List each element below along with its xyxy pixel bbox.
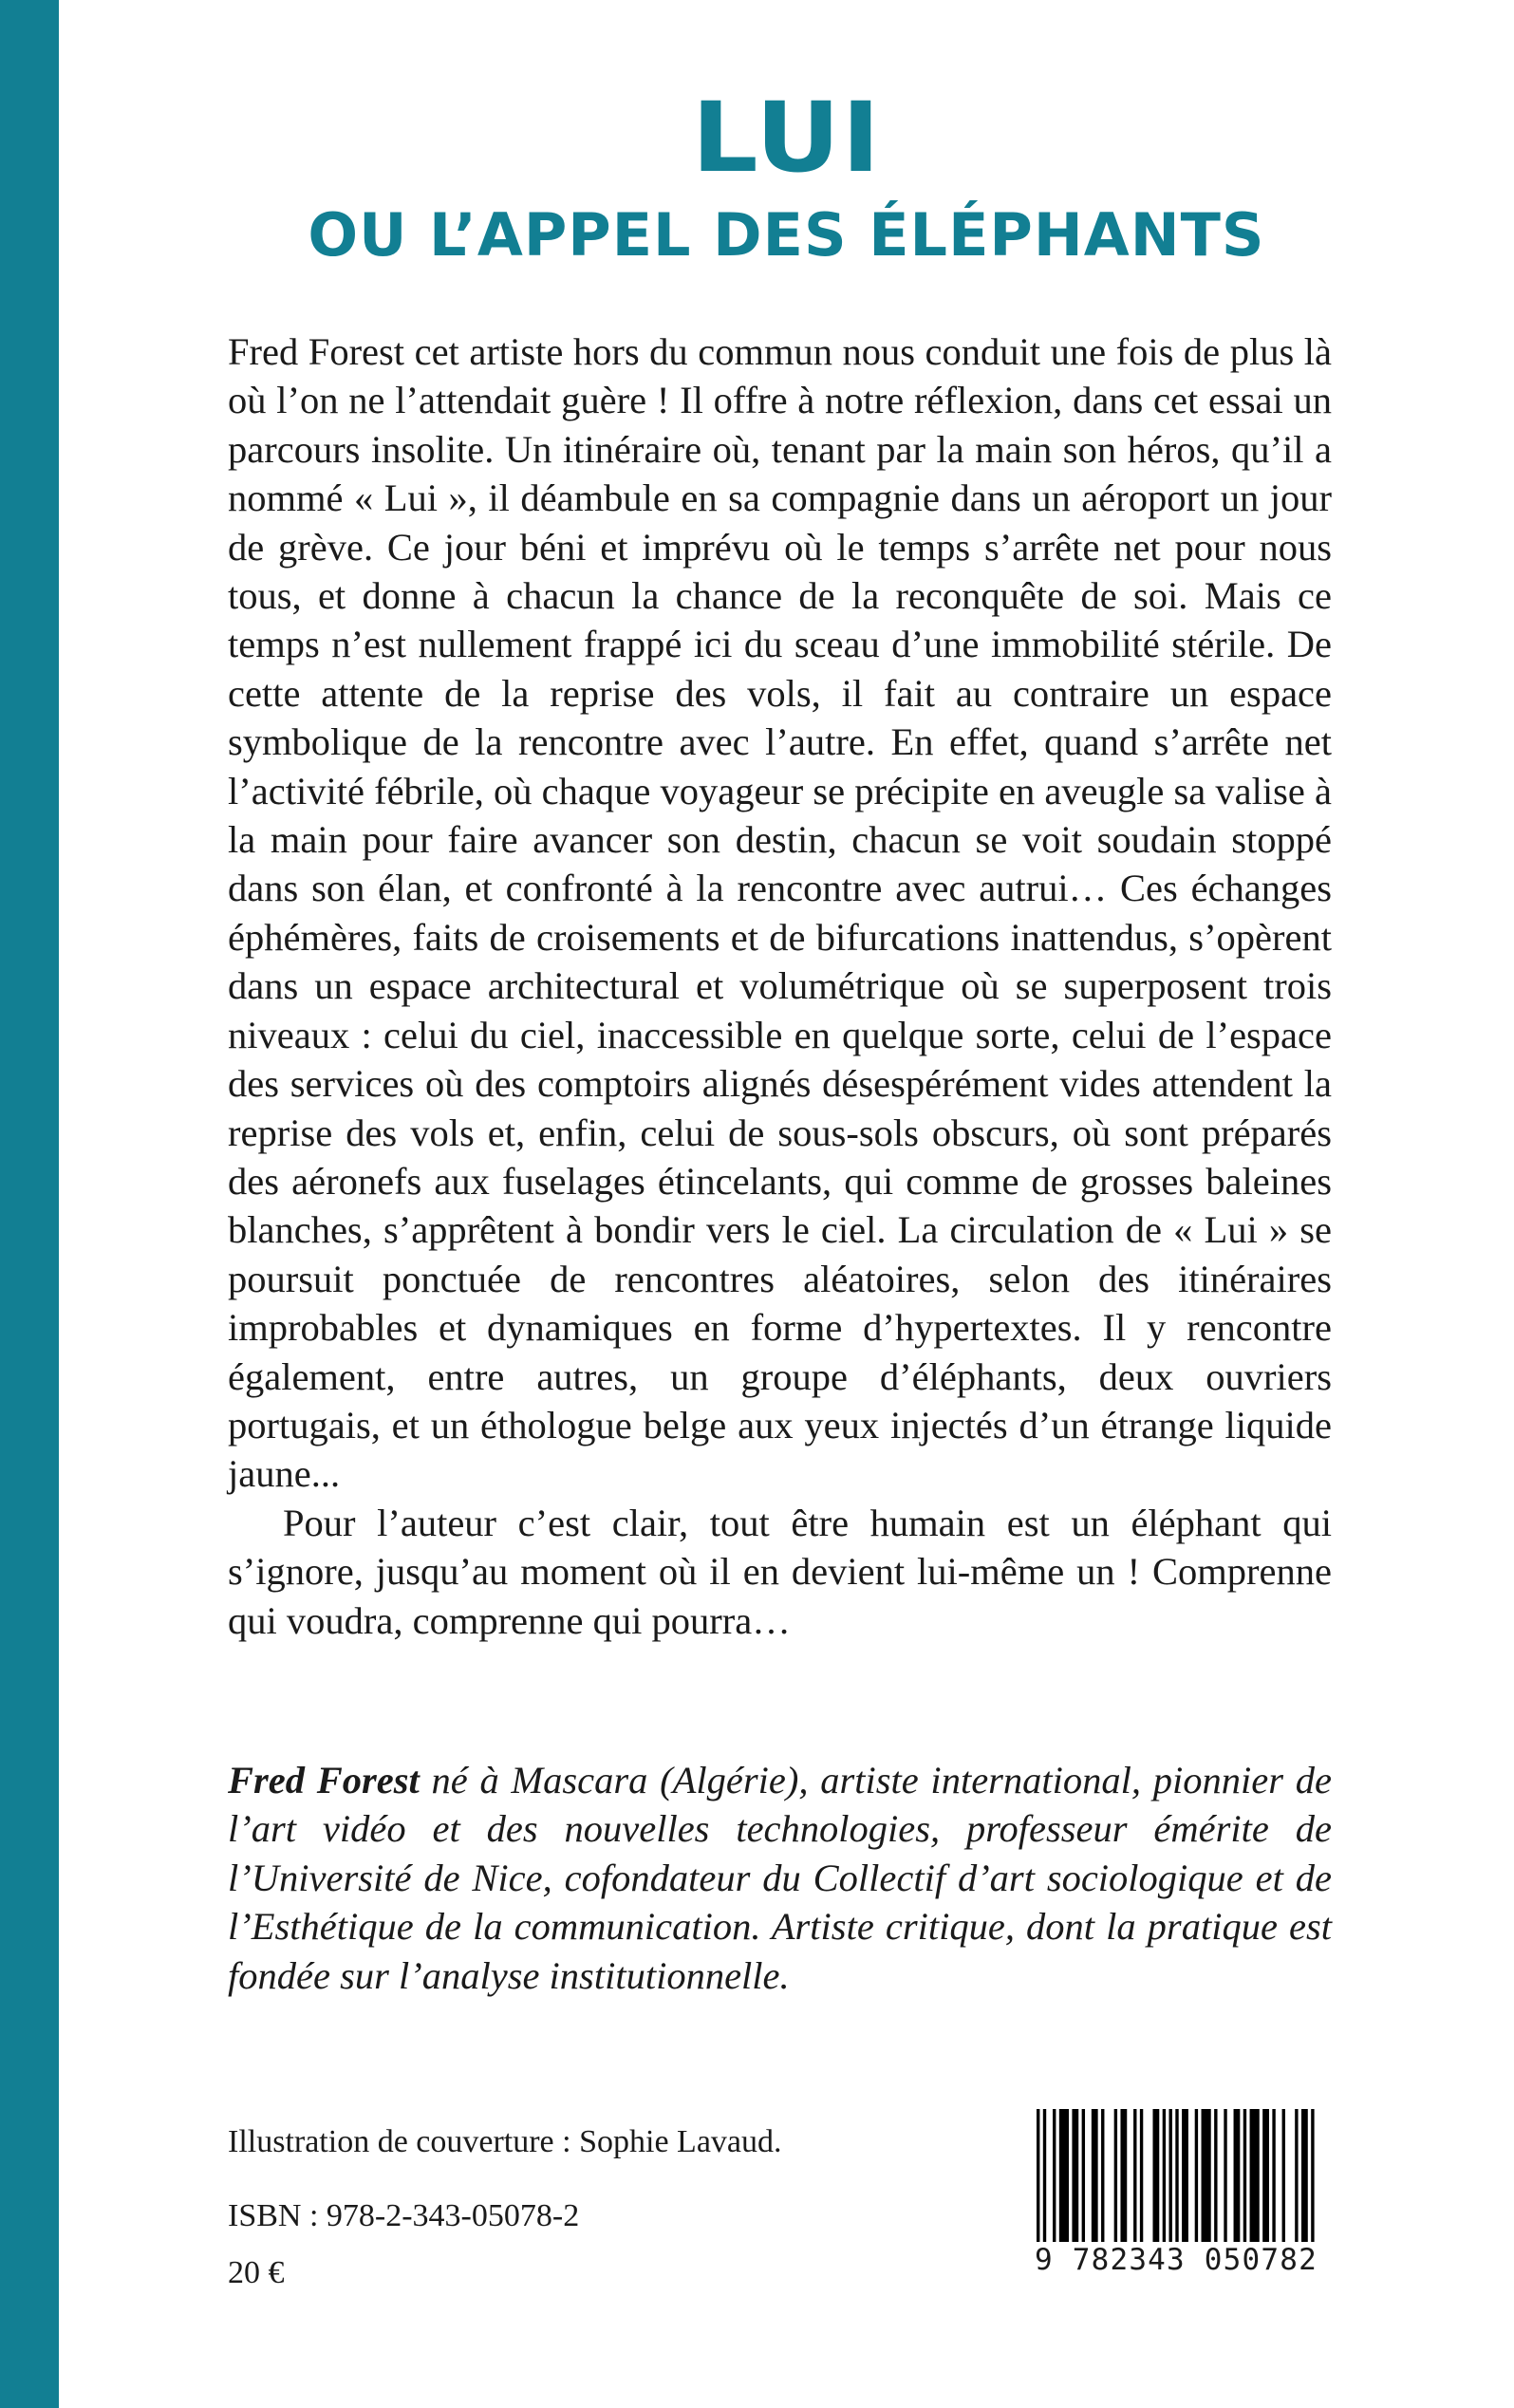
- barcode-bar: [1101, 2109, 1104, 2242]
- barcode-bar: [1311, 2109, 1314, 2242]
- barcode-bar: [1182, 2109, 1188, 2242]
- cover-illustration-credit: Illustration de couverture : Sophie Lavaud.: [228, 2124, 782, 2159]
- barcode-bar: [1202, 2109, 1211, 2242]
- barcode-bar: [1053, 2109, 1056, 2242]
- price: 20 €: [228, 2255, 285, 2290]
- barcode-bar: [1262, 2109, 1269, 2242]
- barcode-bar: [1059, 2109, 1069, 2242]
- blurb-paragraph-2: Pour l’auteur c’est clair, tout être humain est un éléphant qui s’ignore, jusqu’au moment où il en devient lui-même un ! Comprenne qui voudra, comprenne qui pourra…: [228, 1501, 1332, 1642]
- barcode-bar: [1133, 2109, 1136, 2242]
- barcode-bar: [1114, 2109, 1117, 2242]
- barcode-bar: [1224, 2109, 1226, 2242]
- barcode-bar: [1295, 2109, 1298, 2242]
- barcode-bar: [1140, 2109, 1143, 2242]
- book-title: LUI: [691, 82, 882, 195]
- barcode-bar: [1163, 2109, 1166, 2242]
- book-subtitle: OU L’APPEL DES ÉLÉPHANTS: [308, 200, 1265, 270]
- barcode-bar: [1092, 2109, 1098, 2242]
- author-bio: [228, 1756, 1332, 2000]
- barcode-bar: [1272, 2109, 1275, 2242]
- barcode-bar: [1168, 2109, 1171, 2242]
- title-block: [59, 82, 1514, 270]
- barcode: [1035, 2109, 1319, 2289]
- barcode-bar: [1250, 2109, 1260, 2242]
- barcode-bar: [1082, 2109, 1085, 2242]
- author-name: Fred Forest: [228, 1759, 420, 1801]
- barcode-bar: [1175, 2109, 1178, 2242]
- barcode-bar: [1120, 2109, 1127, 2242]
- isbn: ISBN : 978-2-343-05078-2: [228, 2198, 580, 2233]
- barcode-bars: [1035, 2109, 1319, 2242]
- barcode-bar: [1072, 2109, 1078, 2242]
- barcode-bar: [1037, 2109, 1039, 2242]
- barcode-bar: [1195, 2109, 1198, 2242]
- barcode-bar: [1282, 2109, 1285, 2242]
- back-cover-blurb: [228, 327, 1332, 1645]
- barcode-bar: [1234, 2109, 1241, 2242]
- barcode-bar: [1152, 2109, 1159, 2242]
- spine-color-band: [0, 0, 59, 2408]
- author-bio-text: né à Mascara (Algérie), artiste international, pionnier de l’art vidéo et des nouvelles technologies, professeur émérite de l’Université de Nice, cofondateur du Collectif d’art sociologique et de l’Esthétique de la communication. Artiste critique, dont la pratique est fondée sur l’analyse institutionnelle.: [228, 1759, 1332, 1997]
- barcode-bar: [1243, 2109, 1246, 2242]
- barcode-bar: [1214, 2109, 1217, 2242]
- barcode-digits: 9 782343 050782: [1035, 2243, 1318, 2277]
- barcode-bar: [1301, 2109, 1308, 2242]
- blurb-paragraph-1: Fred Forest cet artiste hors du commun nous conduit une fois de plus là où l’on ne l’attendait guère ! Il offre à notre réflexion, dans cet essai un parcours insolite. Un itinéraire où, tenant par la main son héros, qu’il a nommé « Lui », il déambule en sa compagnie dans un aéroport un jour de grève. Ce jour béni et imprévu où le temps s’arrête net pour nous tous, et donne à chacun la chance de la reconquête de soi. Mais ce temps n’est nullement frappé ici du sceau d’une immobilité stérile. De cette attente de la reprise des vols, il fait au contraire un espace symbolique de la rencontre avec l’autre. En effet, quand s’arrête net l’activité fébrile, où chaque voyageur se précipite en aveugle sa valise à la main pour faire avancer son destin, chacun se voit soudain stoppé dans son élan, et confronté à la rencontre avec autrui… Ces échanges éphémères, faits de croisements et de bifurcations inattendus, s’opèrent dans un espace architectural et volumétrique où se superposent trois niveaux : celui du ciel, inaccessible en quelque sorte, celui de l’espace des services où des comptoirs alignés désespérément vides attendent la reprise des vols et, enfin, celui de sous-sols obscurs, où sont préparés des aéronefs aux fuselages étincelants, qui comme de grosses baleines blanches, s’apprêtent à bondir vers le ciel. La circulation de « Lui » se poursuit ponctuée de rencontres aléatoires, selon des itinéraires improbables et dynamiques en forme d’hypertextes. Il y rencontre également, entre autres, un groupe d’éléphants, deux ouvriers portugais, et un éthologue belge aux yeux injectés d’un étrange liquide jaune...: [228, 330, 1332, 1496]
- barcode-bar: [1043, 2109, 1046, 2242]
